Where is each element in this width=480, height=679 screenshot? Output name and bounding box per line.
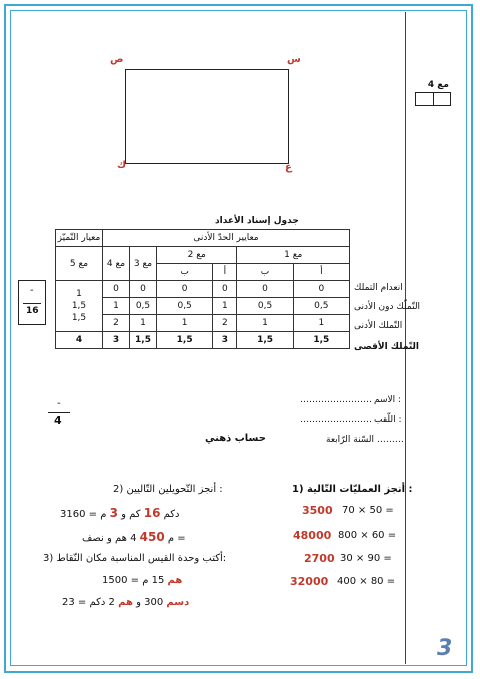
header-c1-a: أ <box>293 264 349 281</box>
cell: 1 <box>157 315 213 332</box>
q1-answer: 2700 <box>304 552 335 565</box>
surname-label: اللّقب : <box>374 415 402 425</box>
cell: 3 <box>103 332 130 349</box>
grading-table <box>55 229 350 349</box>
score-4-line <box>48 412 70 413</box>
header-c2-a: أ <box>213 264 237 281</box>
cell: 2 <box>213 315 237 332</box>
criterion-box <box>415 80 451 106</box>
score-box-16 <box>18 280 46 325</box>
q3-title: 3) أكتب وحدة القيس المناسبة مكان النّقاط: <box>43 553 227 564</box>
cell: 0 <box>130 281 157 298</box>
header-c3: مع 3 <box>130 247 157 281</box>
page-number: 3 <box>437 636 453 661</box>
q3-line2: دسم 300 و هم 2 دكم = 23 <box>62 597 190 608</box>
cell: 1,5 <box>157 332 213 349</box>
header-c5: مع 5 <box>56 247 103 281</box>
cell: 0 <box>213 281 237 298</box>
cell: 0 <box>157 281 213 298</box>
table-row <box>56 332 350 349</box>
header-mastery: معيار التّميّز <box>56 230 103 247</box>
name-dots[interactable]: …………………… <box>300 395 372 405</box>
score-4-top: - <box>57 398 61 409</box>
cell: 1 <box>213 298 237 315</box>
corner-bottom-right: ع <box>285 162 292 173</box>
rectangle-figure <box>125 69 289 164</box>
cell: 1,5 <box>130 332 157 349</box>
q1-answer: 3500 <box>302 504 333 517</box>
cell: 1 <box>293 315 349 332</box>
cell: 0,5 <box>130 298 157 315</box>
header-c2-b: ب <box>157 264 213 281</box>
row-label: التّملك الأدنى <box>354 321 403 331</box>
criterion-label: مع 4 <box>427 80 449 90</box>
cell: 4 <box>56 332 103 349</box>
q2-line1: دكم 16 كم و 3 م = 3160 <box>60 506 180 520</box>
q1-answer: 48000 <box>293 529 332 542</box>
cell: 2 <box>103 315 130 332</box>
cell: 0 <box>237 281 293 298</box>
q1-title: 1) أنجز العمليّات التّالية : <box>292 484 413 495</box>
score-16-bottom: 16 <box>26 306 39 316</box>
header-c1-b: ب <box>237 264 293 281</box>
corner-bottom-left: ك <box>117 160 127 171</box>
header-c2: مع 2 <box>157 247 237 264</box>
cell: 1,5 <box>293 332 349 349</box>
q1-expr: 800 × 60 = <box>338 530 397 541</box>
name-label: الاسم : <box>374 395 402 405</box>
q1-expr: 70 × 50 = <box>342 505 394 516</box>
year-label: السّنة الرّابعة ……… <box>326 435 404 445</box>
cell: 1 <box>130 315 157 332</box>
cell: 1,5 <box>237 332 293 349</box>
cell: 0,5 <box>237 298 293 315</box>
q3-line1: هم 15 م = 1500 <box>102 575 183 586</box>
cell: 0,5 <box>293 298 349 315</box>
table-title: جدول إسناد الأعداد <box>215 216 299 226</box>
margin-line <box>405 12 406 664</box>
cell: 1 <box>237 315 293 332</box>
row-label: التّملك الأقصى <box>354 342 420 352</box>
cell-c5: 1 1,5 1,5 <box>56 281 103 332</box>
score-4-bottom: 4 <box>54 414 62 427</box>
cell: 3 <box>213 332 237 349</box>
header-min-criteria: معايير الحدّ الأدنى <box>103 230 350 247</box>
q1-expr: 30 × 90 = <box>340 553 392 564</box>
corner-top-left: ص <box>110 54 124 65</box>
q1-answer: 32000 <box>290 575 329 588</box>
q1-expr: 400 × 80 = <box>337 576 396 587</box>
q2-title: 2) أنجز التّحويلين التّاليين : <box>113 484 223 495</box>
cell: 1 <box>103 298 130 315</box>
surname-dots[interactable]: …………………… <box>300 415 372 425</box>
section-title: حساب ذهني <box>205 433 266 444</box>
row-label: التّملّك دون الأدنى <box>354 302 421 312</box>
row-label: انعدام التملك <box>354 283 403 293</box>
header-c4: مع 4 <box>103 247 130 281</box>
header-c1: مع 1 <box>237 247 350 264</box>
q2-line2: م 450 4 هم و نصف = <box>82 530 186 544</box>
cell: 0 <box>293 281 349 298</box>
score-16-top: - <box>30 285 34 296</box>
cell: 0 <box>103 281 130 298</box>
cell: 0,5 <box>157 298 213 315</box>
table-row <box>56 281 350 298</box>
corner-top-right: س <box>287 54 301 65</box>
